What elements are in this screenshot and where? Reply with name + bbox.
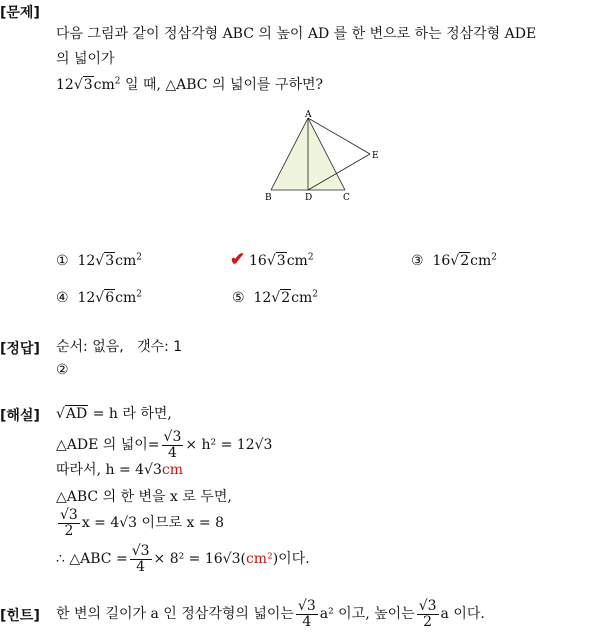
point-e-label: E [372,151,379,161]
fraction: $\frac{√3}{4}$ [163,428,182,461]
fraction: $\frac{√3}{4}$ [297,597,316,630]
problem-line-1: 다음 그림과 같이 정삼각형 ABC 의 높이 AD 를 한 변으로 하는 정삼각형 ADE [56,26,537,42]
solution-line-4: △ABC 의 한 변을 x 로 두면, [56,489,232,505]
answer-meta [56,338,182,356]
checkmark-icon: ✔ [230,249,246,270]
solution-line-2: △ADE 의 넓이= $\frac{√3}{4}$ × h² = 12√3 [56,428,273,461]
solution-line-1: √AD = h 라 하면, [56,406,172,422]
area-coefficient: 12 [56,77,74,93]
sqrt-expression: √3 [73,77,93,93]
fraction: $\frac{√3}{2}$ [418,597,437,630]
choice-4[interactable]: ④ $12√6cm^2$ [56,289,142,306]
solution-line-3: 따라서, h = 4√3cm [56,462,183,478]
area-unit: cm [93,77,115,93]
choice-3[interactable]: ③ $16√2cm^2$ [411,252,497,269]
solution-label: [해설] [0,408,40,424]
solution-line-6: ∴ △ABC = $\frac{√3}{4}$ × 8² = 16√3(cm²)이다. [56,542,310,575]
point-a-label: A [305,110,312,120]
choice-2[interactable]: ✔ $16√3cm^2$ [230,249,314,270]
answer-value: ② [56,362,69,378]
answer-label: [정답] [0,341,40,357]
point-d-label: D [305,193,313,203]
answer-count: 갯수: 1 [137,339,183,355]
hint-line: 한 변의 길이가 a 인 정삼각형의 넓이는 $\frac{√3}{4}$ a² 이고, 높이는 $\frac{√3}{2}$ a 이다. [56,597,485,630]
fraction: $\frac{√3}{2}$ [60,506,78,539]
point-c-label: C [343,193,350,203]
problem-question: 일 때, △ABC 의 넓이를 구하면? [120,77,324,93]
problem-line-3: $12√3cm^2$ 일 때, △ABC 의 넓이를 구하면? [56,76,324,93]
problem-label: [문제] [0,5,40,21]
solution-line-5: $\frac{√3}{2}$ x = 4√3 이므로 x = 8 [60,506,224,539]
point-b-label: B [265,193,272,203]
answer-order: 순서: 없음, [56,339,124,355]
problem-line-2: 의 넓이가 [56,51,115,67]
triangle-figure [255,108,390,208]
fraction: $\frac{√3}{4}$ [131,542,150,575]
hint-label: [힌트] [0,608,40,624]
choice-5[interactable]: ⑤ $12√2cm^2$ [232,289,318,306]
choice-1[interactable]: ① $12√3cm^2$ [56,252,142,269]
